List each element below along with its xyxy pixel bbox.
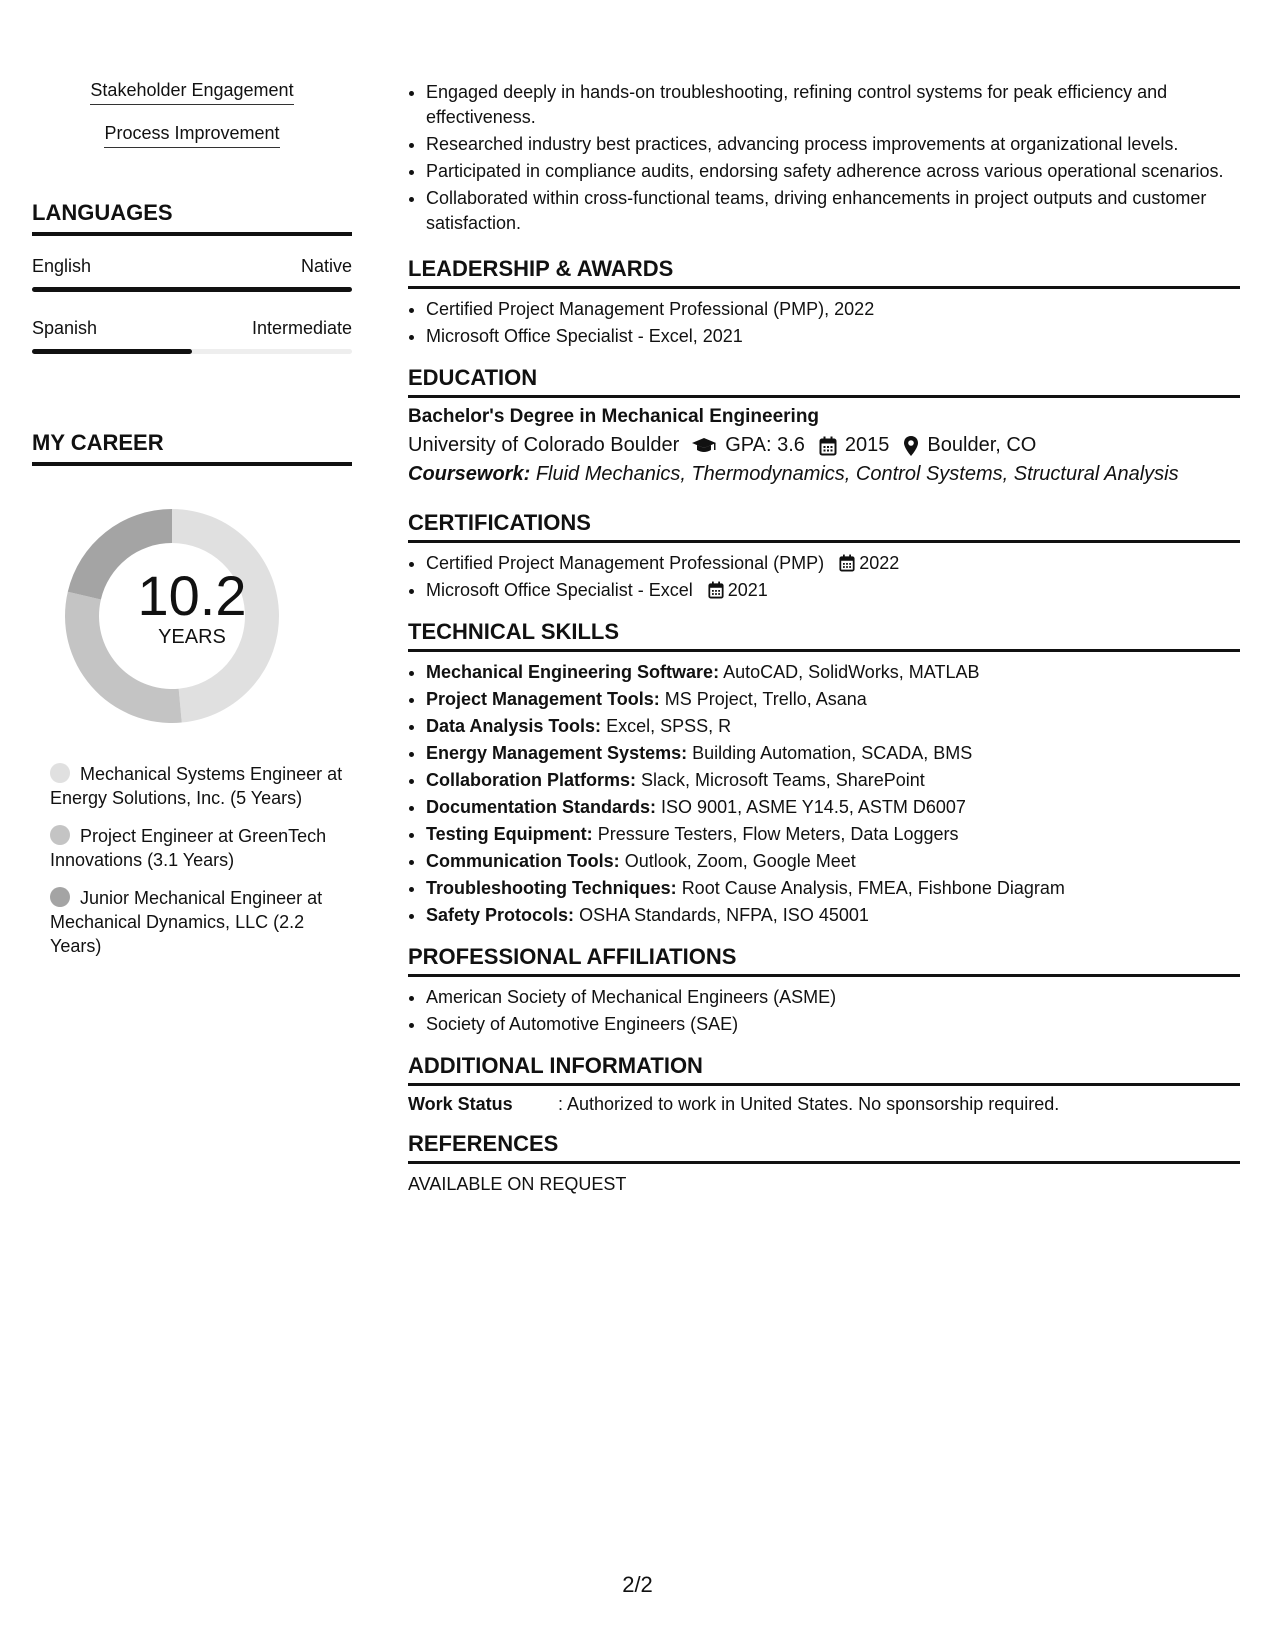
technical-skill	[426, 660, 1240, 685]
references-heading: REFERENCES	[408, 1131, 1240, 1164]
page-number: 2/2	[622, 1572, 653, 1597]
certifications-heading: CERTIFICATIONS	[408, 510, 1240, 543]
technical-skill-value: Building Automation, SCADA, BMS	[692, 743, 973, 763]
technical-skill	[426, 822, 1240, 847]
languages-heading: LANGUAGES	[32, 200, 352, 236]
language-english	[32, 256, 352, 292]
technical-skill-label: Testing Equipment:	[426, 824, 593, 844]
leadership-item: • Microsoft Office Specialist - Excel, 2021	[426, 324, 1240, 349]
language-name: Spanish	[32, 318, 98, 338]
calendar-icon	[819, 436, 837, 456]
coursework	[408, 463, 1240, 486]
education-details	[408, 434, 1240, 457]
degree-title: Bachelor's Degree in Mechanical Engineering	[408, 406, 820, 427]
language-bar-fill	[32, 287, 352, 292]
technical-skill-label: Communication Tools:	[426, 851, 620, 871]
references-text: AVAILABLE ON REQUEST	[408, 1174, 627, 1194]
location-pin-icon	[903, 435, 919, 457]
school-location: Boulder, CO	[927, 434, 1037, 456]
graduation-year: 2015	[844, 434, 890, 456]
career-heading: MY CAREER	[32, 430, 352, 466]
language-bar-fill	[32, 349, 192, 354]
skill-item	[32, 80, 352, 105]
leadership-heading: LEADERSHIP & AWARDS	[408, 256, 1240, 289]
school-name: University of Colorado Boulder	[408, 434, 680, 456]
affiliation-item: • American Society of Mechanical Engineers (ASME)	[426, 985, 1240, 1010]
work-status-row	[408, 1094, 1240, 1115]
additional-info-heading: ADDITIONAL INFORMATION	[408, 1053, 1240, 1086]
legend-dot-icon	[50, 825, 70, 845]
leadership-item: • Certified Project Management Professional (PMP), 2022	[426, 297, 1240, 322]
certification-name: Certified Project Management Professional (PMP)	[426, 553, 825, 573]
affiliations-list	[408, 985, 1240, 1037]
skill-label: Process Improvement	[104, 123, 279, 148]
certification-name: Microsoft Office Specialist - Excel	[426, 580, 693, 600]
career-item	[50, 824, 352, 872]
technical-skill	[426, 741, 1240, 766]
work-status-value: : Authorized to work in United States. No sponsorship required.	[558, 1094, 1060, 1114]
technical-skill-label: Safety Protocols:	[426, 905, 575, 925]
language-level: Native	[300, 256, 352, 276]
technical-skill	[426, 714, 1240, 739]
career-item-text: Junior Mechanical Engineer at Mechanical Dynamics, LLC (2.2 Years)	[50, 888, 323, 956]
technical-skill-value: MS Project, Trello, Asana	[664, 689, 867, 709]
experience-bullet: • Collaborated within cross-functional teams, driving enhancements in project outputs and customer satisfaction.	[426, 186, 1240, 236]
graduation-cap-icon	[691, 436, 717, 456]
technical-skill-label: Data Analysis Tools:	[426, 716, 602, 736]
experience-bullet: • Engaged deeply in hands-on troubleshooting, refining control systems for peak efficiency and effectiveness.	[426, 80, 1240, 130]
certification-item	[426, 551, 1240, 576]
certification-item	[426, 578, 1240, 603]
technical-skill	[426, 903, 1240, 928]
certifications-list	[408, 551, 1240, 603]
calendar-icon	[708, 581, 724, 599]
technical-skill-label: Project Management Tools:	[426, 689, 660, 709]
leadership-list	[408, 297, 1240, 349]
technical-skill-value: Pressure Testers, Flow Meters, Data Loggers	[597, 824, 959, 844]
technical-skill-label: Energy Management Systems:	[426, 743, 688, 763]
skill-label: Stakeholder Engagement	[90, 80, 293, 105]
coursework-list: Fluid Mechanics, Thermodynamics, Control Systems, Structural Analysis	[535, 463, 1179, 485]
technical-skill-value: Slack, Microsoft Teams, SharePoint	[641, 770, 925, 790]
experience-bullet: • Participated in compliance audits, endorsing safety adherence across various operational scenarios.	[426, 159, 1240, 184]
technical-skill-value: Root Cause Analysis, FMEA, Fishbone Diagram	[681, 878, 1065, 898]
technical-skills-heading: TECHNICAL SKILLS	[408, 619, 1240, 652]
certification-year: 2022	[859, 553, 900, 573]
career-total: 10.2	[137, 564, 247, 627]
technical-skill-value: Excel, SPSS, R	[606, 716, 732, 736]
career-item-text: Project Engineer at GreenTech Innovations (3.1 Years)	[50, 826, 327, 870]
language-bar	[32, 287, 352, 292]
technical-skill-value: Outlook, Zoom, Google Meet	[624, 851, 856, 871]
language-name: English	[32, 256, 92, 276]
technical-skill	[426, 768, 1240, 793]
career-item-text: Mechanical Systems Engineer at Energy Solutions, Inc. (5 Years)	[50, 764, 343, 808]
technical-skill-label: Mechanical Engineering Software:	[426, 662, 720, 682]
career-donut-chart	[32, 466, 352, 746]
legend-dot-icon	[50, 763, 70, 783]
experience-bullets	[408, 80, 1240, 236]
education-heading: EDUCATION	[408, 365, 1240, 398]
technical-skill-label: Collaboration Platforms:	[426, 770, 637, 790]
technical-skill	[426, 876, 1240, 901]
technical-skill	[426, 687, 1240, 712]
coursework-label: Coursework:	[408, 463, 531, 485]
sidebar	[32, 80, 352, 972]
technical-skills-list	[408, 660, 1240, 928]
career-unit: YEARS	[158, 626, 226, 648]
technical-skill	[426, 849, 1240, 874]
technical-skill	[426, 795, 1240, 820]
certification-year: 2021	[727, 580, 768, 600]
affiliation-item: • Society of Automotive Engineers (SAE)	[426, 1012, 1240, 1037]
career-item	[50, 762, 352, 810]
career-item	[50, 886, 352, 958]
technical-skill-value: OSHA Standards, NFPA, ISO 45001	[579, 905, 869, 925]
career-list	[32, 762, 352, 958]
technical-skill-label: Troubleshooting Techniques:	[426, 878, 677, 898]
experience-bullet: • Researched industry best practices, advancing process improvements at organizational levels.	[426, 132, 1240, 157]
technical-skill-value: AutoCAD, SolidWorks, MATLAB	[723, 662, 980, 682]
calendar-icon	[839, 554, 855, 572]
technical-skill-value: ISO 9001, ASME Y14.5, ASTM D6007	[661, 797, 966, 817]
language-level: Intermediate	[251, 318, 352, 338]
gpa: GPA: 3.6	[725, 434, 805, 456]
affiliations-heading: PROFESSIONAL AFFILIATIONS	[408, 944, 1240, 977]
language-spanish	[32, 318, 352, 354]
main-content	[408, 80, 1240, 1195]
technical-skill-label: Documentation Standards:	[426, 797, 657, 817]
legend-dot-icon	[50, 887, 70, 907]
language-bar	[32, 349, 352, 354]
skill-item	[32, 123, 352, 148]
work-status-label: Work Status	[408, 1094, 513, 1114]
